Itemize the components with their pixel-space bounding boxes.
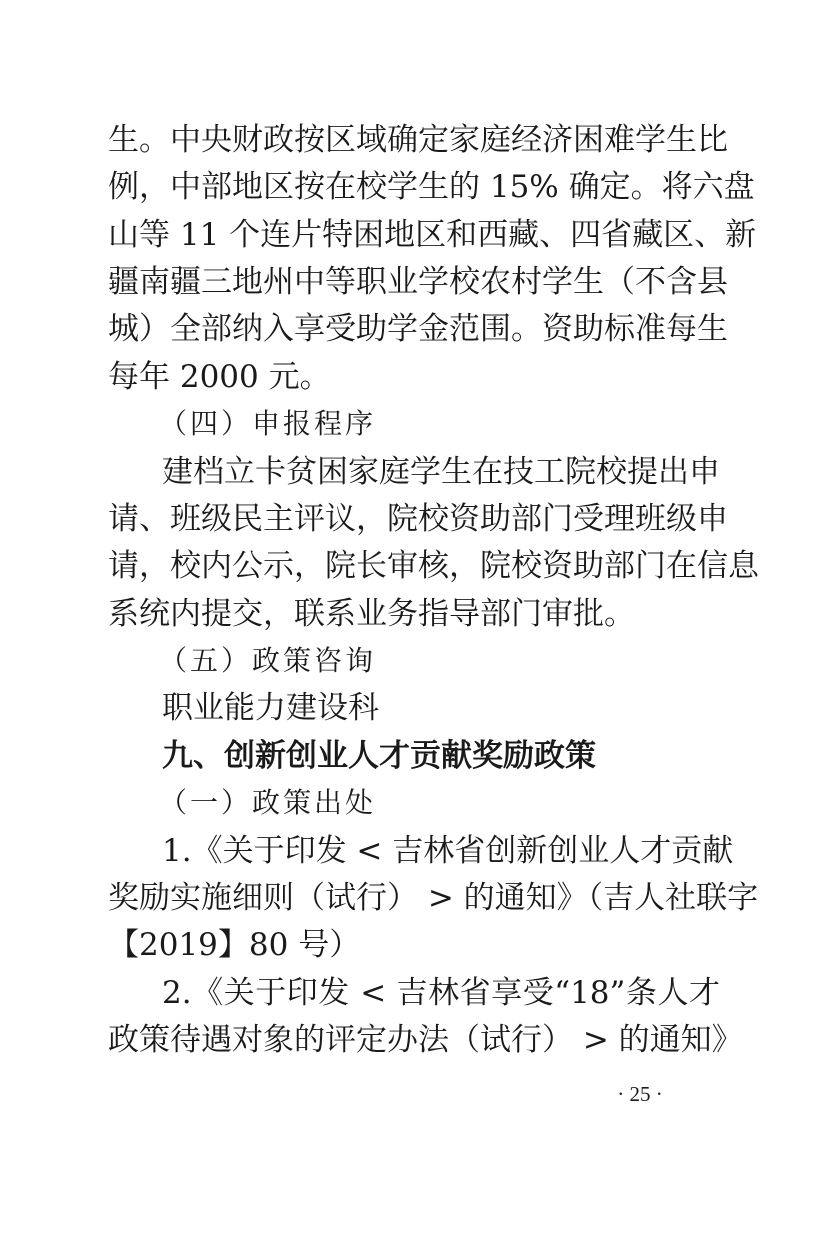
body-line: 例，中部地区按在校学生的 15% 确定。将六盘 <box>108 169 755 205</box>
reference-line: 【2019】80 号） <box>108 927 361 963</box>
body-line: 请，校内公示，院长审核，院校资助部门在信息 <box>108 548 759 584</box>
body-line: 生。中央财政按区域确定家庭经济困难学生比 <box>108 122 728 158</box>
body-line: 职业能力建设科 <box>162 690 379 726</box>
reference-line: 奖励实施细则（试行） > 的通知》（吉人社联字 <box>108 880 759 916</box>
body-line: 建档立卡贫困家庭学生在技工院校提出申 <box>162 454 720 490</box>
body-line: 山等 11 个连片特困地区和西藏、四省藏区、新 <box>108 217 757 253</box>
section-heading: （一）政策出处 <box>159 786 377 819</box>
body-line: 每年 2000 元。 <box>108 359 331 395</box>
body-line: 疆南疆三地州中等职业学校农村学生（不含县 <box>108 264 728 300</box>
page-number: · 25 · <box>617 1082 663 1106</box>
section-heading: （五）政策咨询 <box>159 644 377 677</box>
chapter-heading: 九、创新创业人才贡献奖励政策 <box>162 738 596 774</box>
reference-line: 政策待遇对象的评定办法（试行） > 的通知》 <box>108 1022 743 1058</box>
reference-item: 1.《关于印发 < 吉林省创新创业人才贡献 <box>162 833 734 869</box>
body-line: 请、班级民主评议，院校资助部门受理班级申 <box>108 501 728 537</box>
section-heading: （四）申报程序 <box>159 407 377 440</box>
reference-item: 2.《关于印发 < 吉林省享受“18”条人才 <box>162 975 720 1011</box>
body-line: 系统内提交，联系业务指导部门审批。 <box>108 596 635 632</box>
body-line: 城）全部纳入享受助学金范围。资助标准每生 <box>108 311 728 347</box>
